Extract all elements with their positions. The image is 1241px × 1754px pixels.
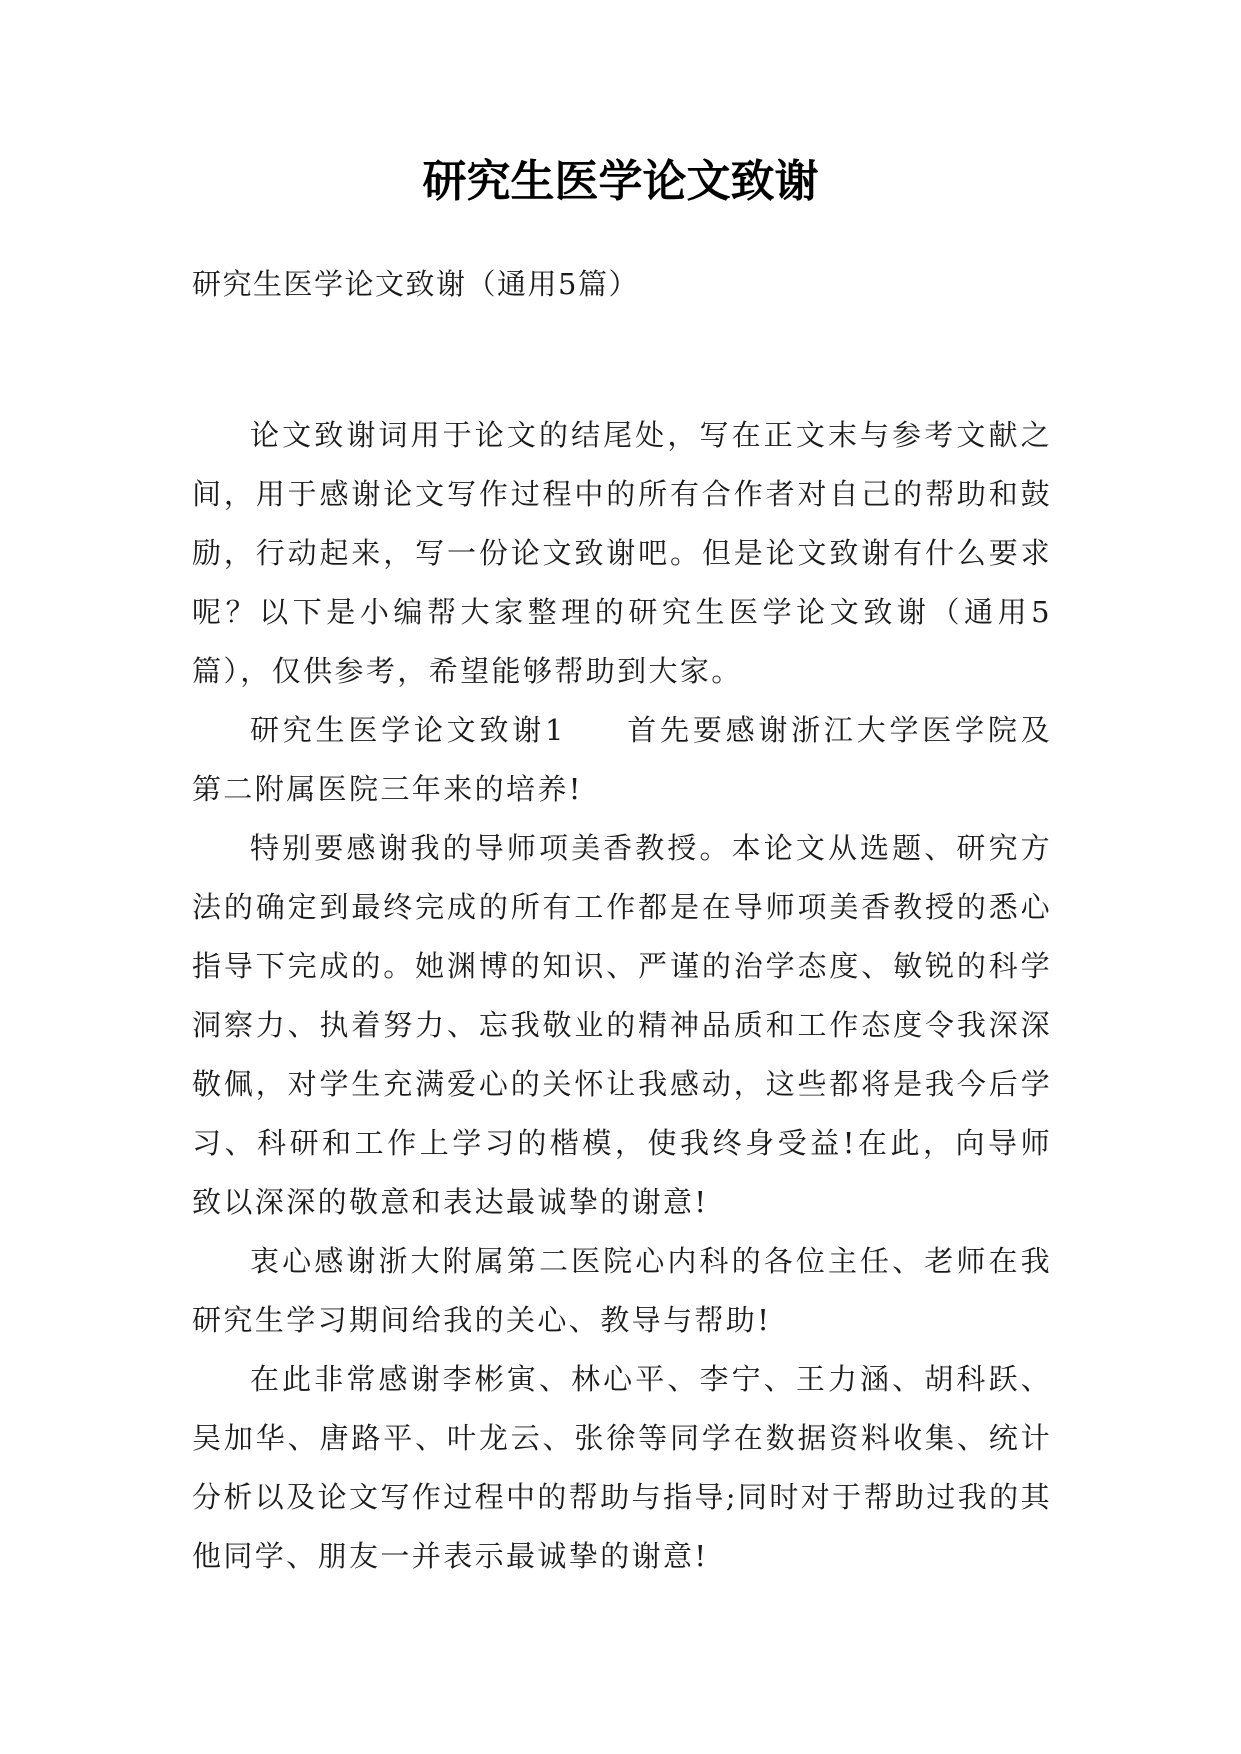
document-body — [192, 406, 1052, 1586]
section-1-heading: 研究生医学论文致谢1 — [250, 713, 566, 747]
intro-paragraph: 论文致谢词用于论文的结尾处，写在正文末与参考文献之间，用于感谢论文写作过程中的所有合作者对自己的帮助和鼓励，行动起来，写一份论文致谢吧。但是论文致谢有什么要求呢？以下是小编帮大家整理的研究生医学论文致谢（通用5篇），仅供参考，希望能够帮助到大家。 — [192, 418, 1052, 688]
classmates-paragraph: 在此非常感谢李彬寅、林心平、李宁、王力涵、胡科跃、吴加华、唐路平、叶龙云、张徐等同学在数据资料收集、统计分析以及论文写作过程中的帮助与指导;同时对于帮助过我的其他同学、朋友一并表示最诚挚的谢意! — [192, 1362, 1052, 1573]
advisor-paragraph: 特别要感谢我的导师项美香教授。本论文从选题、研究方法的确定到最终完成的所有工作都是在导师项美香教授的悉心指导下完成的。她渊博的知识、严谨的治学态度、敏锐的科学洞察力、执着努力、忘我敬业的精神品质和工作态度令我深深敬佩，对学生充满爱心的关怀让我感动，这些都将是我今后学习、科研和工作上学习的楷模，使我终身受益!在此，向导师致以深深的敬意和表达最诚挚的谢意! — [192, 831, 1052, 1219]
section-1-first-sentence: 首先要感谢浙江大学医学院及第二附属医院三年来的培养! — [192, 713, 1053, 806]
document-subtitle: 研究生医学论文致谢（通用5篇） — [192, 267, 639, 301]
department-paragraph: 衷心感谢浙大附属第二医院心内科的各位主任、老师在我研究生学习期间给我的关心、教导与帮助! — [192, 1244, 1052, 1337]
document-title: 研究生医学论文致谢 — [422, 156, 819, 207]
section-1-paragraph — [192, 701, 1052, 819]
